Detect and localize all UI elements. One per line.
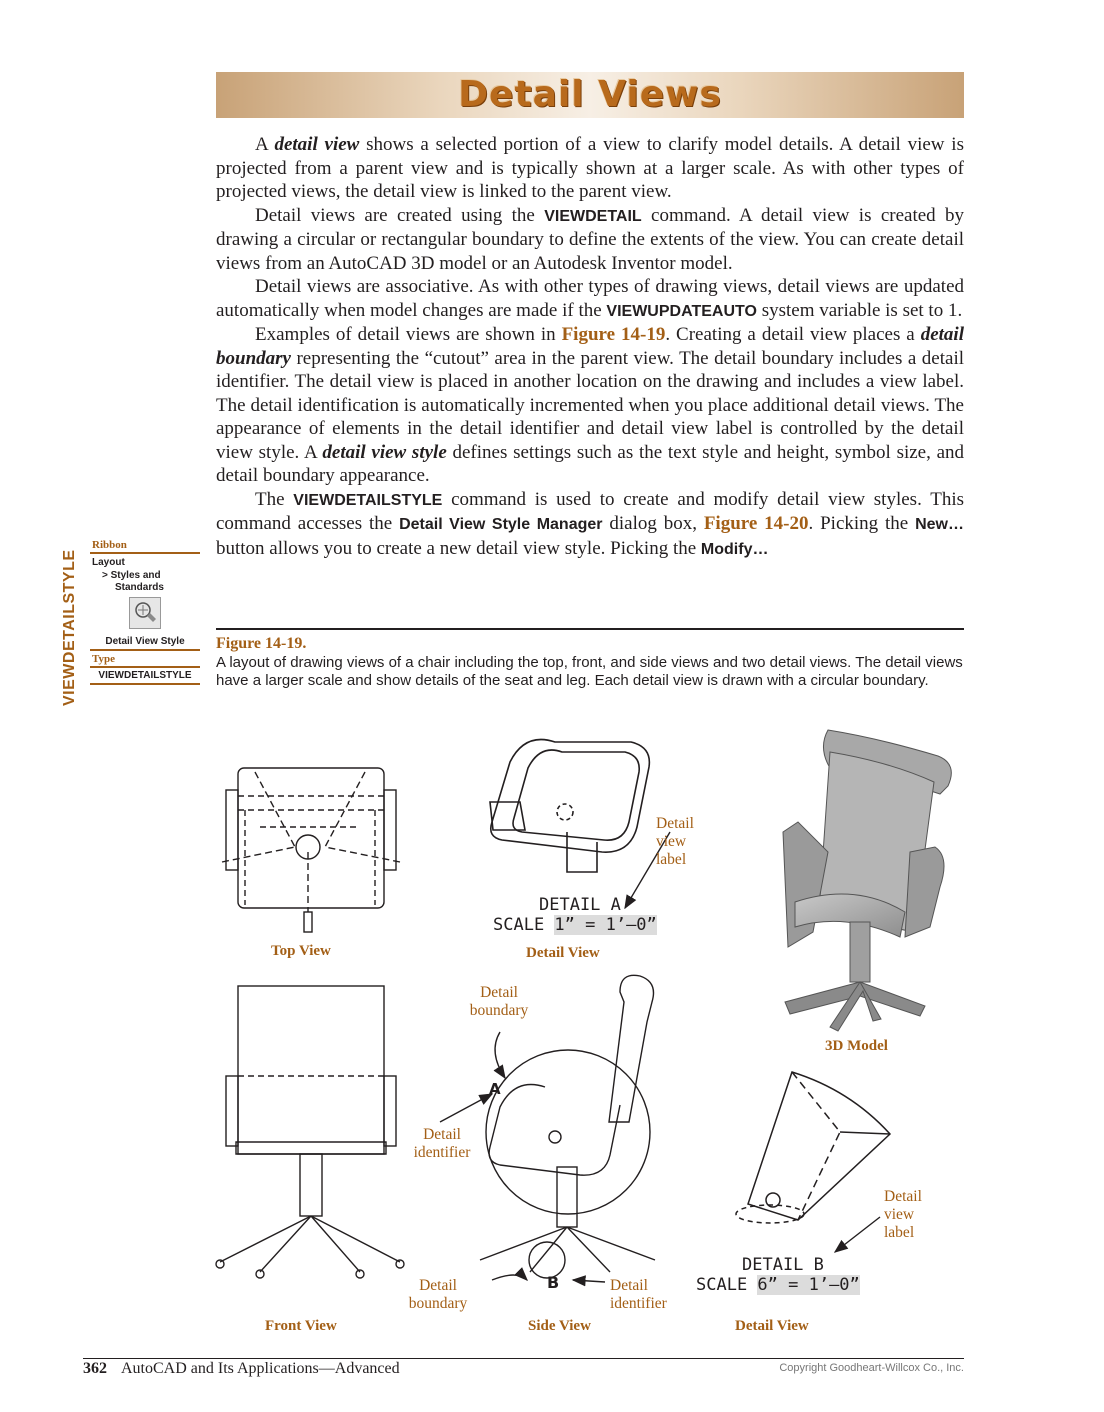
text-run: VIEWUPDATEAUTO bbox=[606, 302, 757, 320]
text-run: VIEWDETAILSTYLE bbox=[293, 491, 443, 509]
callout-view-label-a: Detail view label bbox=[656, 815, 694, 868]
text-run: command is used to create and modify detail view styles. This command accesses the bbox=[216, 488, 964, 534]
text-run: Detail views are created using the bbox=[255, 204, 545, 226]
page-footer bbox=[83, 1360, 400, 1378]
text-run: Figure 14-20 bbox=[703, 513, 809, 534]
text-run: detail boundary bbox=[216, 324, 964, 369]
text-run: detail view style bbox=[322, 441, 447, 463]
detail-view-style-icon bbox=[129, 597, 161, 629]
text-run: . Picking the bbox=[808, 513, 916, 534]
ribbon-path-panel: > Styles and bbox=[102, 569, 161, 581]
ribbon-button-label: Detail View Style bbox=[90, 634, 200, 651]
callout-boundary-b: Detail boundary bbox=[408, 1277, 468, 1312]
detail-b-title: DETAIL B bbox=[742, 1255, 824, 1275]
text-run: defines settings such as the text style and height, symbol size, and detail boundary appearance. bbox=[216, 441, 965, 486]
page-number: 362 bbox=[83, 1360, 107, 1377]
view-title-3d-model: 3D Model bbox=[825, 1038, 888, 1054]
section-title-banner bbox=[216, 72, 964, 118]
ribbon-path-tab: Layout bbox=[92, 557, 125, 568]
section-title: Detail Views bbox=[458, 74, 722, 115]
text-run: The bbox=[255, 488, 294, 510]
top-view-drawing bbox=[222, 768, 400, 932]
figure-number: Figure 14-19. bbox=[216, 635, 307, 652]
text-run: shows a selected portion of a view to clarify model details. A detail view is projected from a parent view and is typically shown at a larger scale. As with other types of projected views, the detail view is linked to the parent view. bbox=[216, 134, 964, 202]
text-run: representing the “cutout” area in the parent view. The detail boundary includes a detail identifier. The detail view is placed in another location on the drawing and includes a view label. The detail identification is automatically incremented when you place additional detail views. The appearance of elements in the detail identifier and detail view label is controlled by the detail view style. A bbox=[216, 347, 964, 463]
front-view-drawing bbox=[216, 986, 404, 1278]
detail-a-title: DETAIL A bbox=[539, 895, 621, 915]
text-run: VIEWDETAIL bbox=[544, 207, 642, 225]
text-run: Detail View Style Manager bbox=[399, 516, 603, 533]
detail-b-drawing bbox=[736, 1072, 890, 1223]
body-text bbox=[216, 133, 964, 561]
callout-identifier-a: Detail identifier bbox=[413, 1126, 471, 1161]
paragraph-4 bbox=[216, 323, 964, 488]
identifier-a-text: A bbox=[489, 1080, 501, 1098]
view-title-top: Top View bbox=[271, 943, 331, 959]
text-run: Examples of detail views are shown in bbox=[255, 324, 562, 345]
paragraph-1 bbox=[216, 133, 964, 204]
paragraph-5 bbox=[216, 488, 964, 562]
text-run: New… bbox=[915, 516, 964, 533]
text-run: system variable is set to 1. bbox=[756, 299, 963, 321]
book-title: AutoCAD and Its Applications—Advanced bbox=[121, 1360, 400, 1377]
text-run: . Creating a detail view places a bbox=[665, 324, 921, 345]
copyright-notice: Copyright Goodheart-Willcox Co., Inc. bbox=[779, 1362, 964, 1374]
figure-rule bbox=[216, 628, 964, 630]
footer-rule bbox=[83, 1358, 964, 1359]
detail-a-label bbox=[493, 895, 657, 935]
text-run: detail view bbox=[274, 134, 360, 155]
callout-identifier-b: Detail identifier bbox=[610, 1277, 667, 1312]
chair-3d-model bbox=[783, 730, 951, 1031]
detail-b-scale-value: 6” = 1’—0” bbox=[757, 1275, 860, 1295]
text-run: button allows you to create a new detail view style. Picking the bbox=[216, 537, 701, 559]
detail-b-label bbox=[696, 1255, 860, 1295]
text-run: command. A detail view is created by drawing a circular or rectangular boundary to define the extents of the view. You can create detail views from an AutoCAD 3D model or an Autodesk Inventor model. bbox=[216, 204, 964, 274]
ribbon-path bbox=[90, 554, 200, 634]
detail-a-scale-value: 1” = 1’—0” bbox=[554, 915, 657, 935]
view-title-side: Side View bbox=[528, 1318, 591, 1334]
side-view-drawing bbox=[480, 975, 655, 1278]
paragraph-3 bbox=[216, 275, 964, 323]
text-run: A bbox=[255, 134, 275, 155]
identifier-b-text: B bbox=[547, 1273, 560, 1292]
ribbon-heading: Ribbon bbox=[90, 537, 200, 554]
detail-a-drawing bbox=[490, 740, 649, 873]
text-run: Modify… bbox=[700, 540, 769, 558]
detail-a-scale-prefix: SCALE bbox=[493, 915, 555, 935]
figure-description: A layout of drawing views of a chair including the top, front, and side views and two detail views. The detail views have a larger scale and show details of the seat and leg. Each detail view is drawn with a circular boundary. bbox=[216, 654, 963, 689]
command-margin-label: VIEWDETAILSTYLE bbox=[61, 549, 78, 706]
type-command: VIEWDETAILSTYLE bbox=[90, 668, 200, 685]
detail-b-scale-prefix: SCALE bbox=[696, 1275, 758, 1295]
view-title-detail-a: Detail View bbox=[526, 945, 600, 961]
text-run: Detail views are associative. As with other types of drawing views, detail views are updated automatically when model changes are made if the bbox=[216, 276, 964, 321]
view-title-detail-b: Detail View bbox=[735, 1318, 809, 1334]
figure-caption bbox=[216, 634, 964, 690]
text-run: dialog box, bbox=[602, 513, 704, 534]
type-heading: Type bbox=[90, 651, 200, 668]
callout-view-label-b: Detail view label bbox=[884, 1188, 922, 1241]
callout-boundary-a: Detail boundary bbox=[469, 984, 529, 1019]
text-run: Figure 14-19 bbox=[561, 324, 666, 345]
view-title-front: Front View bbox=[265, 1318, 337, 1334]
ribbon-access-box bbox=[90, 537, 200, 685]
ribbon-path-panel-2: Standards bbox=[115, 582, 164, 593]
paragraph-2 bbox=[216, 204, 964, 276]
